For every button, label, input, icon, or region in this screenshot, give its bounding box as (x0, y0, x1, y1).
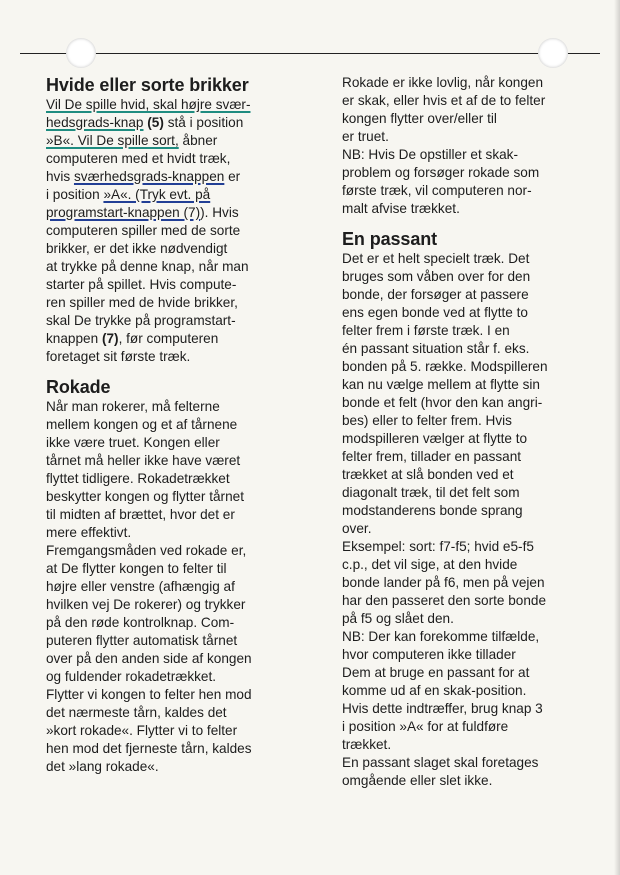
text-line: kongen flytter over/eller til (342, 111, 497, 126)
text-span: hvis (46, 169, 71, 184)
text-line: hvilken vej De rokerer) og trykker (46, 597, 246, 612)
text-line: trækket. (342, 737, 392, 752)
text-line: hen mod det fjerneste tårn, kaldes (46, 741, 252, 756)
text-line: er skak, eller hvis et af de to felter (342, 93, 546, 108)
text-line: »kort rokade«. Flytter vi to felter (46, 723, 238, 738)
text-line (46, 132, 321, 150)
text-underlined: sværhedsgrads-knappen (73, 169, 225, 184)
text-span: ). Hvis (200, 205, 239, 220)
text-line: at trykke på denne knap, når man (46, 259, 249, 274)
text-line: er truet. (342, 129, 389, 144)
text-line: at De flytter kongen to felter til (46, 561, 227, 576)
text-line: bonde, der forsøger at passere (342, 287, 529, 302)
text-line: første træk, vil computeren nor- (342, 183, 532, 198)
text-underlined: »A«. (Tryk evt. på (103, 187, 211, 202)
text-line: skal De trykke på programstart- (46, 313, 236, 328)
text-underlined: Vil De spille hvid, skal højre svær- (46, 97, 251, 112)
text-line: på den røde kontrolknap. Com- (46, 615, 235, 630)
text-line: problem og forsøger rokade som (342, 165, 540, 180)
text-line: over. (342, 521, 372, 536)
text-line: En passant slaget skal foretages (342, 755, 539, 770)
top-rule (20, 53, 600, 54)
text-line: på f5 og slået den. (342, 611, 454, 626)
text-line: tårnet må heller ikke have været (46, 453, 241, 468)
text-line: modstanderens bonde sprang (342, 503, 523, 518)
text-line: computeren spiller med de sorte (46, 223, 241, 238)
text-line: c.p., det vil sige, at den hvide (342, 557, 518, 572)
text-line: til midten af brættet, hvor det er (46, 507, 235, 522)
heading-white-or-black: Hvide eller sorte brikker (46, 75, 249, 95)
page-edge-shadow (614, 0, 620, 875)
text-line (46, 186, 321, 204)
text-line: Eksempel: sort: f7-f5; hvid e5-f5 (342, 539, 534, 554)
text-line: modspilleren vælger at flytte to (342, 431, 528, 446)
text-line: det nærmeste tårn, kaldes det (46, 705, 227, 720)
text-line: diagonalt træk, til det felt som (342, 485, 520, 500)
text-line: har den passeret den sorte bonde (342, 593, 547, 608)
text-span: er (228, 169, 241, 184)
text-span: åbner (182, 133, 218, 148)
button-number: (7) (101, 331, 119, 346)
text-underlined: hedsgrads-knap (46, 115, 144, 130)
text-line: over på den anden side af kongen (46, 651, 252, 666)
text-line: højre eller venstre (afhængig af (46, 579, 235, 594)
text-line: bonden på 5. række. Modspilleren (342, 359, 548, 374)
text-line: NB: Der kan forekomme tilfælde, (342, 629, 540, 644)
text-line: Fremgangsmåden ved rokade er, (46, 543, 247, 558)
text-line: Dem at bruge en passant for at (342, 665, 530, 680)
text-line: én passant situation står f. eks. (342, 341, 530, 356)
text-line: bonde lander på f6, men på vejen (342, 575, 545, 590)
text-underlined: »B«. Vil De spille sort, (46, 133, 179, 148)
text-line: foretaget sit første træk. (46, 349, 191, 364)
text-line (46, 96, 321, 114)
text-span: knappen (46, 331, 99, 346)
text-span: , før computeren (118, 331, 219, 346)
punch-hole-right (538, 38, 568, 68)
text-line: Det er et helt specielt træk. Det (342, 251, 530, 266)
text-line: Rokade er ikke lovlig, når kongen (342, 75, 543, 90)
text-line: Når man rokerer, må felterne (46, 399, 220, 414)
text-underlined: programstart-knappen (7) (46, 205, 201, 220)
text-span: i position (46, 187, 100, 202)
text-line: det »lang rokade«. (46, 759, 159, 774)
text-line: hvor computeren ikke tillader (342, 647, 516, 662)
heading-castling: Rokade (46, 377, 111, 397)
text-line (46, 114, 321, 132)
text-line: ren spiller med de hvide brikker, (46, 295, 238, 310)
text-line: brikker, er det ikke nødvendigt (46, 241, 228, 256)
text-line: omgående eller slet ikke. (342, 773, 493, 788)
button-number: (5) (147, 115, 164, 130)
text-line: ens egen bonde ved at flytte to (342, 305, 528, 320)
text-line: kan nu vælge mellem at flytte sin (342, 377, 540, 392)
text-line: beskytter kongen og flytter tårnet (46, 489, 244, 504)
text-line: starter på spillet. Hvis compute- (46, 277, 237, 292)
text-line: bruges som våben over for den (342, 269, 531, 284)
text-line: flyttet tidligere. Rokadetrækket (46, 471, 230, 486)
text-line: mellem kongen og et af tårnene (46, 417, 238, 432)
punch-hole-left (66, 38, 96, 68)
text-line (46, 168, 321, 186)
text-line (46, 204, 321, 222)
text-line: computeren med et hvidt træk, (46, 151, 231, 166)
text-line: trækket at slå bonden ved et (342, 467, 514, 482)
text-line: NB: Hvis De opstiller et skak- (342, 147, 519, 162)
text-line: og fuldender rokadetrækket. (46, 669, 217, 684)
text-line (46, 330, 321, 348)
text-line: komme ud af en skak-position. (342, 683, 527, 698)
text-line: felter frem i første træk. I en (342, 323, 510, 338)
text-line: bes) eller to felter frem. Hvis (342, 413, 512, 428)
right-column (342, 74, 607, 790)
text-line: Flytter vi kongen to felter hen mod (46, 687, 252, 702)
text-line: felter frem, tillader en passant (342, 449, 522, 464)
text-line: ikke være truet. Kongen eller (46, 435, 220, 450)
text-line: i position »A« for at fuldføre (342, 719, 509, 734)
heading-en-passant: En passant (342, 229, 438, 249)
text-line: malt afvise trækket. (342, 201, 460, 216)
text-line: Hvis dette indtræffer, brug knap 3 (342, 701, 543, 716)
text-line: bonde et felt (hvor den kan angri- (342, 395, 543, 410)
text-line: puteren flytter automatisk tårnet (46, 633, 238, 648)
text-span: stå i position (167, 115, 244, 130)
left-column (46, 74, 321, 776)
text-line: mere effektivt. (46, 525, 132, 540)
